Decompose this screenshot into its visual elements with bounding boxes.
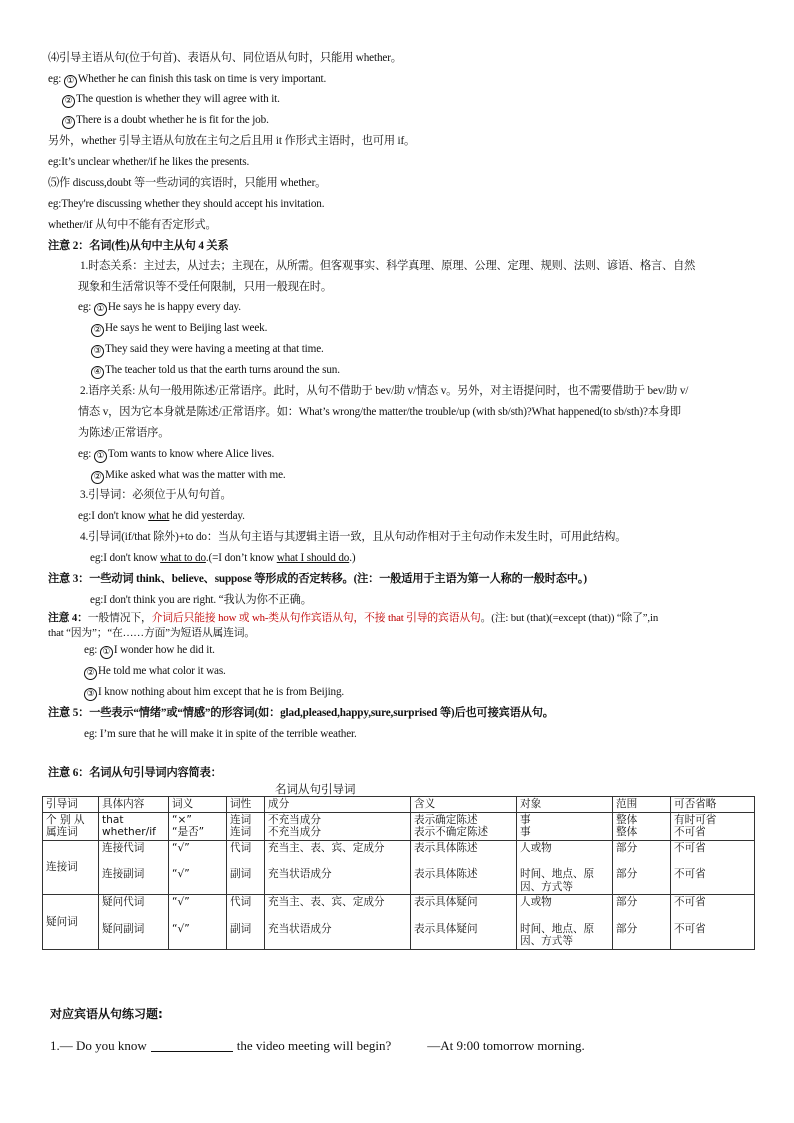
table-caption: 名词从句引导词 [275, 782, 356, 796]
table-row [43, 895, 755, 950]
table-header-cell: 词性 [227, 797, 265, 813]
table-header-cell: 范围 [613, 797, 671, 813]
example-line: eg:It’s unclear whether/if he likes the presents. [48, 156, 250, 168]
note-3-text: 注意 3：一些动词 think、believe、suppose 等形成的否定转移。(注：一般适用于主语为第一人称的一般时态中。) [48, 573, 587, 585]
to-do-rule-text: 4.引导词(if/that 除外)+to do：当从句主语与其逻辑主语一致，且从句动作相对于主句动作未发生时，可用此结构。 [80, 531, 627, 543]
example-line: ② He says he went to Beijing last week. [91, 321, 267, 337]
table-cell: 不可省 不可省 [671, 840, 755, 895]
example-line: ② The question is whether they will agree with it. [62, 92, 280, 108]
table-cell: 部分 部分 [613, 895, 671, 950]
table-cell: 连词 连词 [227, 812, 265, 840]
table-header-cell: 具体内容 [99, 797, 169, 813]
exercise-question: 1.— Do you know the video meeting will begin? —At 9:00 tomorrow morning. [50, 1038, 585, 1053]
note-text: whether/if 从句中不能有否定形式。 [48, 219, 217, 231]
table-row [43, 812, 755, 840]
table-cell: 表示具体疑问 表示具体疑问 [411, 895, 517, 950]
table-header-cell: 含义 [411, 797, 517, 813]
rule-4-text: ⑷引导主语从句(位于句首)、表语从句、同位语从句时，只能用 whether。 [48, 52, 402, 64]
example-line: eg: ① He says he is happy every day. [78, 301, 241, 314]
example-line: eg: I’m sure that he will make it in spite of the terrible weather. [84, 728, 357, 740]
example-line: ② He told me what color it was. [84, 664, 226, 680]
table-row [43, 840, 755, 895]
example-line: eg: ① Whether he can finish this task on time is very important. [48, 73, 327, 86]
table-group-cell: 连接词 [43, 840, 99, 895]
table-header-row [43, 797, 755, 813]
word-order-rule-text: 为陈述/正常语序。 [78, 427, 170, 439]
table-cell: 疑问代词 疑问副词 [99, 895, 169, 950]
tense-rule-text: 现象和生活常识等不受任何限制，只用一般现在时。 [78, 281, 332, 293]
table-cell: “√” “√” [169, 840, 227, 895]
table-cell: 整体 整体 [613, 812, 671, 840]
table-header-cell: 引导词 [43, 797, 99, 813]
exercise-heading: 对应宾语从句练习题: [50, 1007, 163, 1021]
table-cell: 不可省 不可省 [671, 895, 755, 950]
example-line: ③ There is a doubt whether he is fit for the job. [62, 113, 269, 129]
table-cell: 人或物 时间、地点、原因、方式等 [517, 840, 613, 895]
table-header-cell: 对象 [517, 797, 613, 813]
example-line: eg: ① I wonder how he did it. [84, 644, 215, 657]
example-line: ③ I know nothing about him except that he is from Beijing. [84, 685, 344, 701]
table-header-cell: 成分 [265, 797, 411, 813]
example-line: eg:I don't know what he did yesterday. [78, 510, 245, 522]
table-cell: 表示确定陈述 表示不确定陈述 [411, 812, 517, 840]
table-cell: 人或物 时间、地点、原因、方式等 [517, 895, 613, 950]
example-line: ④ The teacher told us that the earth turns around the sun. [91, 363, 340, 379]
tense-rule-text: 1.时态关系：主过去，从过去；主现在，从所需。但客观事实、科学真理、原理、公理、定理、规则、法则、谚语、格言、自然 [80, 260, 696, 272]
table-cell: that whether/if [99, 812, 169, 840]
example-line: eg:They're discussing whether they should accept his invitation. [48, 198, 325, 210]
table-cell: 充当主、表、宾、定成分 充当状语成分 [265, 840, 411, 895]
example-line: ② Mike asked what was the matter with me. [91, 468, 286, 484]
note-4-text: that “因为”；“在……方面”为短语从属连词。 [48, 627, 256, 639]
table-header-cell: 词义 [169, 797, 227, 813]
table-header-cell: 可否省略 [671, 797, 755, 813]
note-5-text: 注意 5：一些表示“情绪”或“情感”的形容词(如：glad,pleased,happy,sure,surprised 等)后也可接宾语从句。 [48, 707, 554, 719]
table-cell: “√” “√” [169, 895, 227, 950]
answer-blank[interactable] [151, 1039, 233, 1052]
table-cell: 表示具体陈述 表示具体陈述 [411, 840, 517, 895]
example-line: eg: ① Tom wants to know where Alice lives. [78, 448, 275, 461]
example-line: eg:I don't know what to do.(=I don’t know what I should do.) [90, 552, 356, 564]
table-cell: 代词 副词 [227, 895, 265, 950]
table-cell: 不充当成分 不充当成分 [265, 812, 411, 840]
table-cell: 充当主、表、宾、定成分 充当状语成分 [265, 895, 411, 950]
example-line: ③ They said they were having a meeting at that time. [91, 342, 324, 358]
rule-5-text: ⑸作 discuss,doubt 等一些动词的宾语时，只能用 whether。 [48, 177, 327, 189]
table-cell: 事 事 [517, 812, 613, 840]
table-cell: 连接代词 连接副词 [99, 840, 169, 895]
table-cell: 部分 部分 [613, 840, 671, 895]
connective-rule-text: 3.引导词：必须位于从句句首。 [80, 489, 232, 501]
table-group-cell: 疑问词 [43, 895, 99, 950]
note-2-heading: 注意 2：名词(性)从句中主从句 4 关系 [48, 240, 229, 252]
table-cell: 个 别 从 属连词 [43, 812, 99, 840]
table-cell: 有时可省 不可省 [671, 812, 755, 840]
note-4-text: 注意 4：一般情况下，介词后只能接 how 或 wh-类从句作宾语从句，不接 that 引导的宾语从句。(注: but (that)(=except (that)) “除了”,in [48, 612, 659, 624]
note-text: 另外，whether 引导主语从句放在主句之后且用 it 作形式主语时，也可用 if。 [48, 135, 416, 147]
word-order-rule-text: 情态 v，因为它本身就是陈述/正常语序。如：What’s wrong/the matter/the trouble/up (with sb/sth)?What happened(to sb/sth)?本身即 [78, 406, 681, 418]
example-line: eg:I don't think you are right. “我认为你不正确。 [90, 594, 312, 606]
word-order-rule-text: 2.语序关系: 从句一般用陈述/正常语序。此时，从句不借助于 bev/助 v/情态 v。另外，对主语提问时，也不需要借助于 bev/助 v/ [80, 385, 689, 397]
table-cell: “×” “是否” [169, 812, 227, 840]
table-cell: 代词 副词 [227, 840, 265, 895]
note-6-heading: 注意 6：名词从句引导词内容简表： [48, 767, 222, 779]
connective-table [42, 796, 755, 950]
